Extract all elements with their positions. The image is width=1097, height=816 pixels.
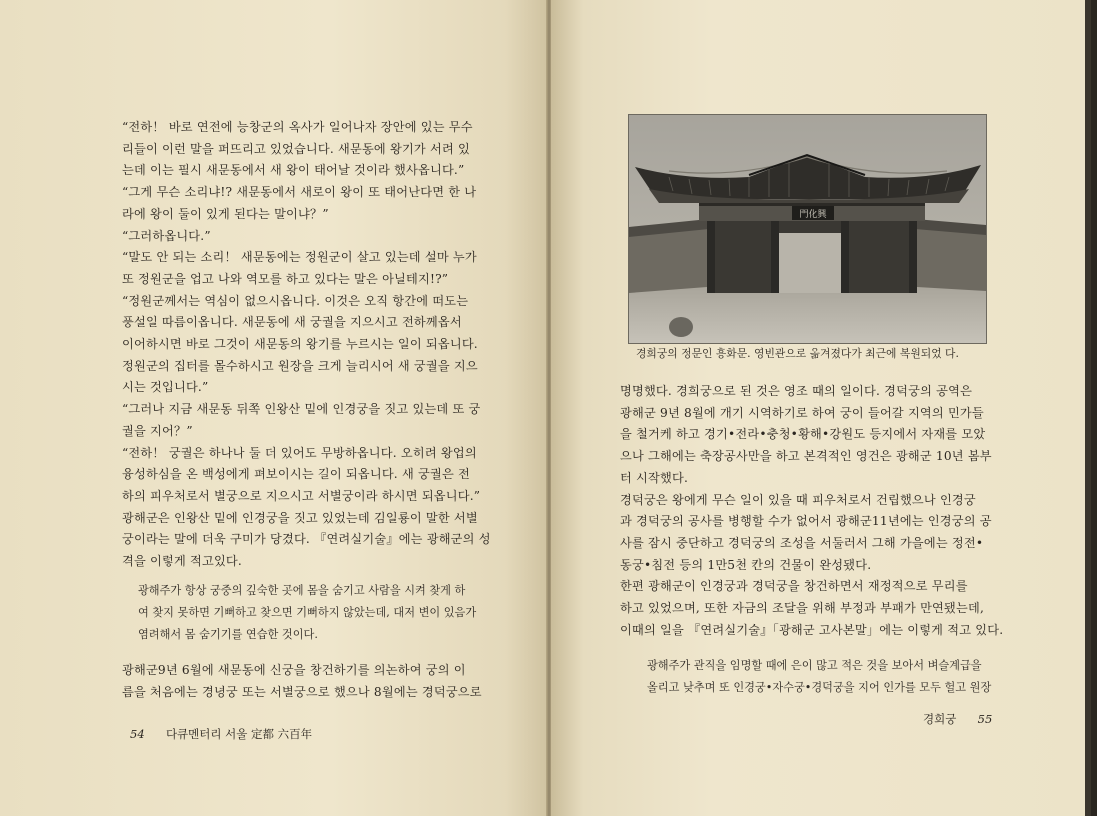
quote-line: 광해주가 관직을 임명할 때에 은이 많고 적은 것을 보아서 벼슬계급을 — [647, 659, 982, 672]
text-line: 시는 것입니다.” — [122, 380, 209, 395]
right-page — [551, 0, 1091, 816]
text-line: 름을 처음에는 경녕궁 또는 서별궁으로 했으나 8월에는 경덕궁으로 — [122, 684, 482, 699]
left-footer — [130, 726, 312, 742]
text-line: 정원군의 집터를 몰수하시고 원장을 크게 늘리시어 새 궁궐을 지으 — [122, 358, 478, 373]
text-line: “말도 안 되는 소리！ 새문동에는 정원군이 살고 있는데 설마 누가 — [122, 250, 477, 265]
running-title: 경희궁 — [923, 712, 957, 726]
right-footer — [923, 711, 992, 727]
right-quote-block — [647, 655, 997, 699]
text-line: 광해군9년 6월에 새문동에 신궁을 창건하기를 의논하여 궁의 이 — [122, 663, 466, 677]
text-line: 과 경덕궁의 공사를 병행할 수가 없어서 광해군11년에는 인경궁의 공 — [620, 514, 992, 529]
page-number: 54 — [130, 727, 145, 741]
text-line: 하의 피우처로서 별궁으로 지으시고 서별궁이라 하시면 되옵니다.” — [122, 488, 481, 503]
text-line: 광해군은 인왕산 밑에 인경궁을 짓고 있었는데 김일룡이 말한 서별 — [122, 510, 478, 525]
text-line: 터 시작했다. — [620, 470, 689, 485]
text-line: “그게 무슨 소리냐!? 새문동에서 새로이 왕이 또 태어난다면 한 나 — [122, 185, 477, 200]
text-line: 융성하심을 온 백성에게 펴보이시는 길이 되옵니다. 새 궁궐은 전 — [122, 467, 470, 482]
text-line: 동궁•침전 등의 1만5천 칸의 건물이 완성됐다. — [620, 557, 872, 572]
text-line: “그러하옵니다.” — [122, 228, 211, 243]
text-line: 하고 있었으며, 또한 자금의 조달을 위해 부정과 부패가 만연됐는데, — [620, 601, 985, 616]
page-edge — [1085, 0, 1091, 816]
text-line: 으나 그해에는 축장공사만을 하고 본격적인 영건은 광해군 10년 봄부 — [620, 449, 992, 464]
gate-photo — [628, 114, 987, 344]
text-line: 풍설일 따름이옵니다. 새문동에 새 궁궐을 지으시고 전하께옵서 — [122, 315, 462, 330]
text-line: 한편 광해군이 인경궁과 경덕궁을 창건하면서 재정적으로 무리를 — [620, 579, 968, 594]
text-line: 라에 왕이 둘이 있게 된다는 말이냐？” — [122, 206, 329, 221]
text-line: “전하！ 바로 연전에 능창군의 옥사가 일어나자 장안에 있는 무수 — [122, 120, 473, 134]
text-line: 는데 이는 필시 새문동에서 새 왕이 태어날 것이라 했사옵니다.” — [122, 163, 465, 178]
page-number: 55 — [977, 712, 993, 726]
text-line: 경덕궁은 왕에게 무슨 일이 있을 때 피우처로서 건립했으나 인경궁 — [620, 492, 976, 507]
text-line: 을 철거케 하고 경기•전라•충청•황해•강원도 등지에서 자재를 모았 — [620, 427, 986, 442]
text-line: “그러나 지금 새문동 뒤쪽 인왕산 밑에 인경궁을 짓고 있는데 또 궁 — [122, 402, 481, 417]
text-line: 이때의 일을 『연려실기술』「광해군 고사본말」에는 이렇게 적고 있다. — [620, 622, 1004, 637]
text-line: 리들이 이런 말을 퍼뜨리고 있었습니다. 새문동에 왕기가 서려 있 — [122, 141, 470, 156]
quote-line: 올리고 낮추며 또 인경궁•자수궁•경덕궁을 지어 인가를 모두 헐고 원장 — [647, 681, 992, 694]
gate-plaque-text: 門化興 — [799, 210, 827, 220]
right-body-text — [620, 381, 1004, 641]
quote-line: 광해주가 항상 궁중의 깊숙한 곳에 몸을 숨기고 사람을 시켜 찾게 하 — [138, 584, 466, 597]
text-line: 이어하시면 바로 그것이 새문동의 왕기를 누르시는 일이 되옵니다. — [122, 337, 478, 352]
running-title: 다큐멘터리 서울 定都 六百年 — [165, 727, 313, 741]
text-line: 격을 이렇게 적고있다. — [122, 554, 242, 569]
text-line: 또 정원군을 업고 나와 역모를 하고 있다는 말은 아닐테지!?” — [122, 271, 449, 286]
heunghwamun-gate-image — [629, 115, 986, 343]
quote-line: 여 찾지 못하면 기뻐하고 찾으면 기뻐하지 않았는데, 대저 변이 있음가 — [138, 606, 477, 619]
left-tail-text — [122, 660, 492, 703]
photo-caption: 경희궁의 정문인 흥화문. 영빈관으로 옮겨졌다가 최근에 복원되었 다. — [636, 347, 959, 360]
left-quote-block — [138, 580, 488, 646]
left-body-text — [122, 117, 492, 573]
text-line: 궁이라는 말에 더욱 구미가 당겼다. 『연려실기술』에는 광해군의 성 — [122, 532, 491, 547]
text-line: 사를 잠시 중단하고 경덕궁의 조성을 서둘러서 그해 가을에는 정전• — [620, 535, 984, 550]
text-line: “전하！ 궁궐은 하나나 둘 더 있어도 무방하옵니다. 오히려 왕업의 — [122, 445, 477, 460]
text-line: 궐을 지어？” — [122, 423, 193, 438]
text-line: 명명했다. 경희궁으로 된 것은 영조 때의 일이다. 경덕궁의 공역은 — [620, 384, 973, 398]
quote-line: 염려해서 몸 숨기기를 연습한 것이다. — [138, 628, 318, 641]
text-line: 광해군 9년 8월에 개기 시역하기로 하여 궁이 들어갈 지역의 민가들 — [620, 405, 984, 420]
text-line: “정원군께서는 역심이 없으시옵니다. 이것은 오직 항간에 떠도는 — [122, 293, 469, 308]
